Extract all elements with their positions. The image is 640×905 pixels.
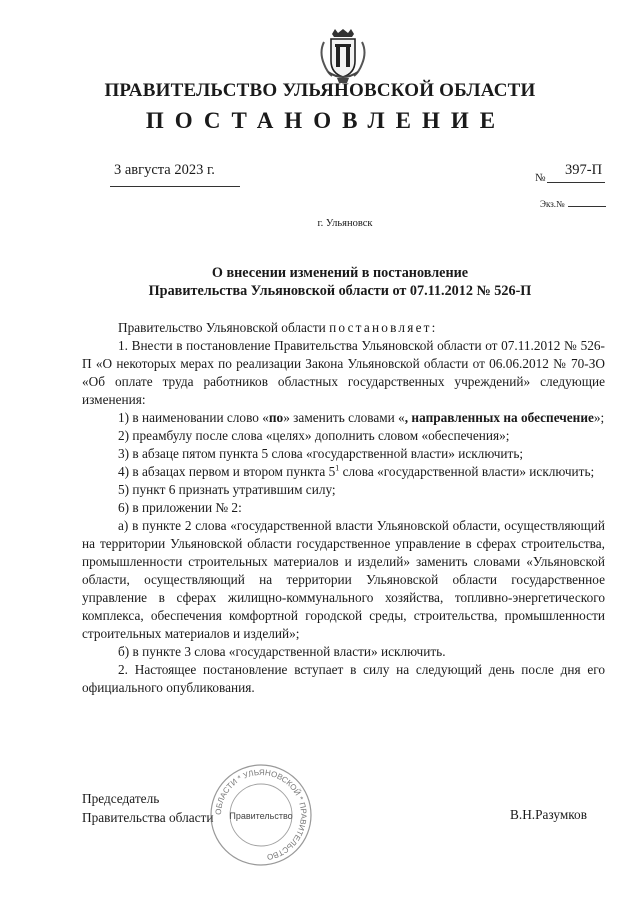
document-heading-line-2: Правительства Ульяновской области от 07.11.2012 № 526-П — [148, 283, 532, 299]
signatory-position-line-1: Председатель — [82, 791, 160, 806]
subitem-1-paragraph — [82, 409, 605, 427]
intro-text: Правительство Ульяновской области — [118, 320, 330, 335]
stamp-center-text: Правительство — [229, 811, 293, 821]
subitem-3-paragraph: 3) в абзаце пятом пункта 5 слова «государственной власти» исключить; — [118, 446, 524, 461]
signatory-position-line-2: Правительства области — [82, 810, 214, 825]
document-date: 3 августа 2023 г. — [114, 162, 215, 178]
intro-paragraph — [82, 319, 605, 337]
stamp-arc-text: ОБЛАСТИ * УЛЬЯНОВСКОЙ * ПРАВИТЕЛЬСТВО — [213, 767, 309, 862]
number-underline — [547, 182, 605, 183]
subitem-4-superscript: 1 — [335, 463, 340, 473]
subitem-6-paragraph: 6) в приложении № 2: — [118, 500, 242, 515]
number-sign: № — [535, 172, 546, 184]
signatory-name: В.Н.Разумков — [510, 807, 587, 822]
subitem-1-text-2: » заменить словами « — [283, 410, 405, 425]
subitem-1-text: 1) в наименовании слово « — [118, 410, 269, 425]
subitem-6a-paragraph: а) в пункте 2 слова «государственной власти Ульяновской области, осуществляющий на территории Ульяновской области государственное управление в сферах строительства, промышленности строительных материалов и изделий» заменить словами «Ульяновской области, осуществляющий на территории Ульяновской области государственное управление в сферах жилищно-коммунального хозяйства, топливно-энергетического комплекса, обеспечения комфортной городской среды, строительства, промышленности строительных материалов и изделий»; — [82, 518, 605, 641]
subitem-5-paragraph: 5) пункт 6 признать утратившим силу; — [118, 482, 336, 497]
item-2-paragraph: 2. Настоящее постановление вступает в силу на следующий день после дня его официального опубликования. — [82, 662, 605, 695]
subitem-4-paragraph — [82, 463, 605, 481]
item-1-paragraph: 1. Внести в постановление Правительства Ульяновской области от 07.11.2012 № 526-П «О некоторых мерах по реализации Закона Ульяновской области от 06.06.2012 № 70-ЗО «Об оплате труда работников областных государственных учреждений» следующие изменения: — [82, 338, 605, 407]
document-heading-line-1: О внесении изменений в постановление — [211, 265, 469, 281]
subitem-1-bold-phrase: , направленных на обеспечение — [404, 410, 594, 425]
city: г. Ульяновск — [317, 218, 373, 229]
subitem-6b-paragraph: б) в пункте 3 слова «государственной власти» исключить. — [118, 644, 446, 659]
government-title: ПРАВИТЕЛЬСТВО УЛЬЯНОВСКОЙ ОБЛАСТИ — [104, 80, 536, 101]
official-stamp — [208, 762, 314, 868]
signatory-position — [82, 789, 213, 827]
subitem-4-text: 4) в абзацах первом и втором пункта 5 — [118, 464, 336, 479]
copy-number-underline — [568, 206, 606, 207]
intro-decree-word: постановляет: — [329, 320, 438, 335]
subitem-1-bold-word: по — [268, 410, 284, 425]
subitem-4-text-2: слова «государственной власти» исключить; — [339, 464, 595, 479]
coat-of-arms-icon — [318, 28, 368, 84]
subitem-1-text-3: »; — [593, 410, 605, 425]
subitem-2-paragraph: 2) преамбулу после слова «целях» дополнить словом «обеспечения»; — [118, 428, 510, 443]
document-date-field — [110, 162, 240, 187]
document-body — [82, 319, 605, 697]
copy-number-label: Экз.№ — [540, 199, 565, 209]
document-number: 397-П — [565, 162, 603, 178]
document-type: ПОСТАНОВЛЕНИЕ — [145, 108, 507, 133]
